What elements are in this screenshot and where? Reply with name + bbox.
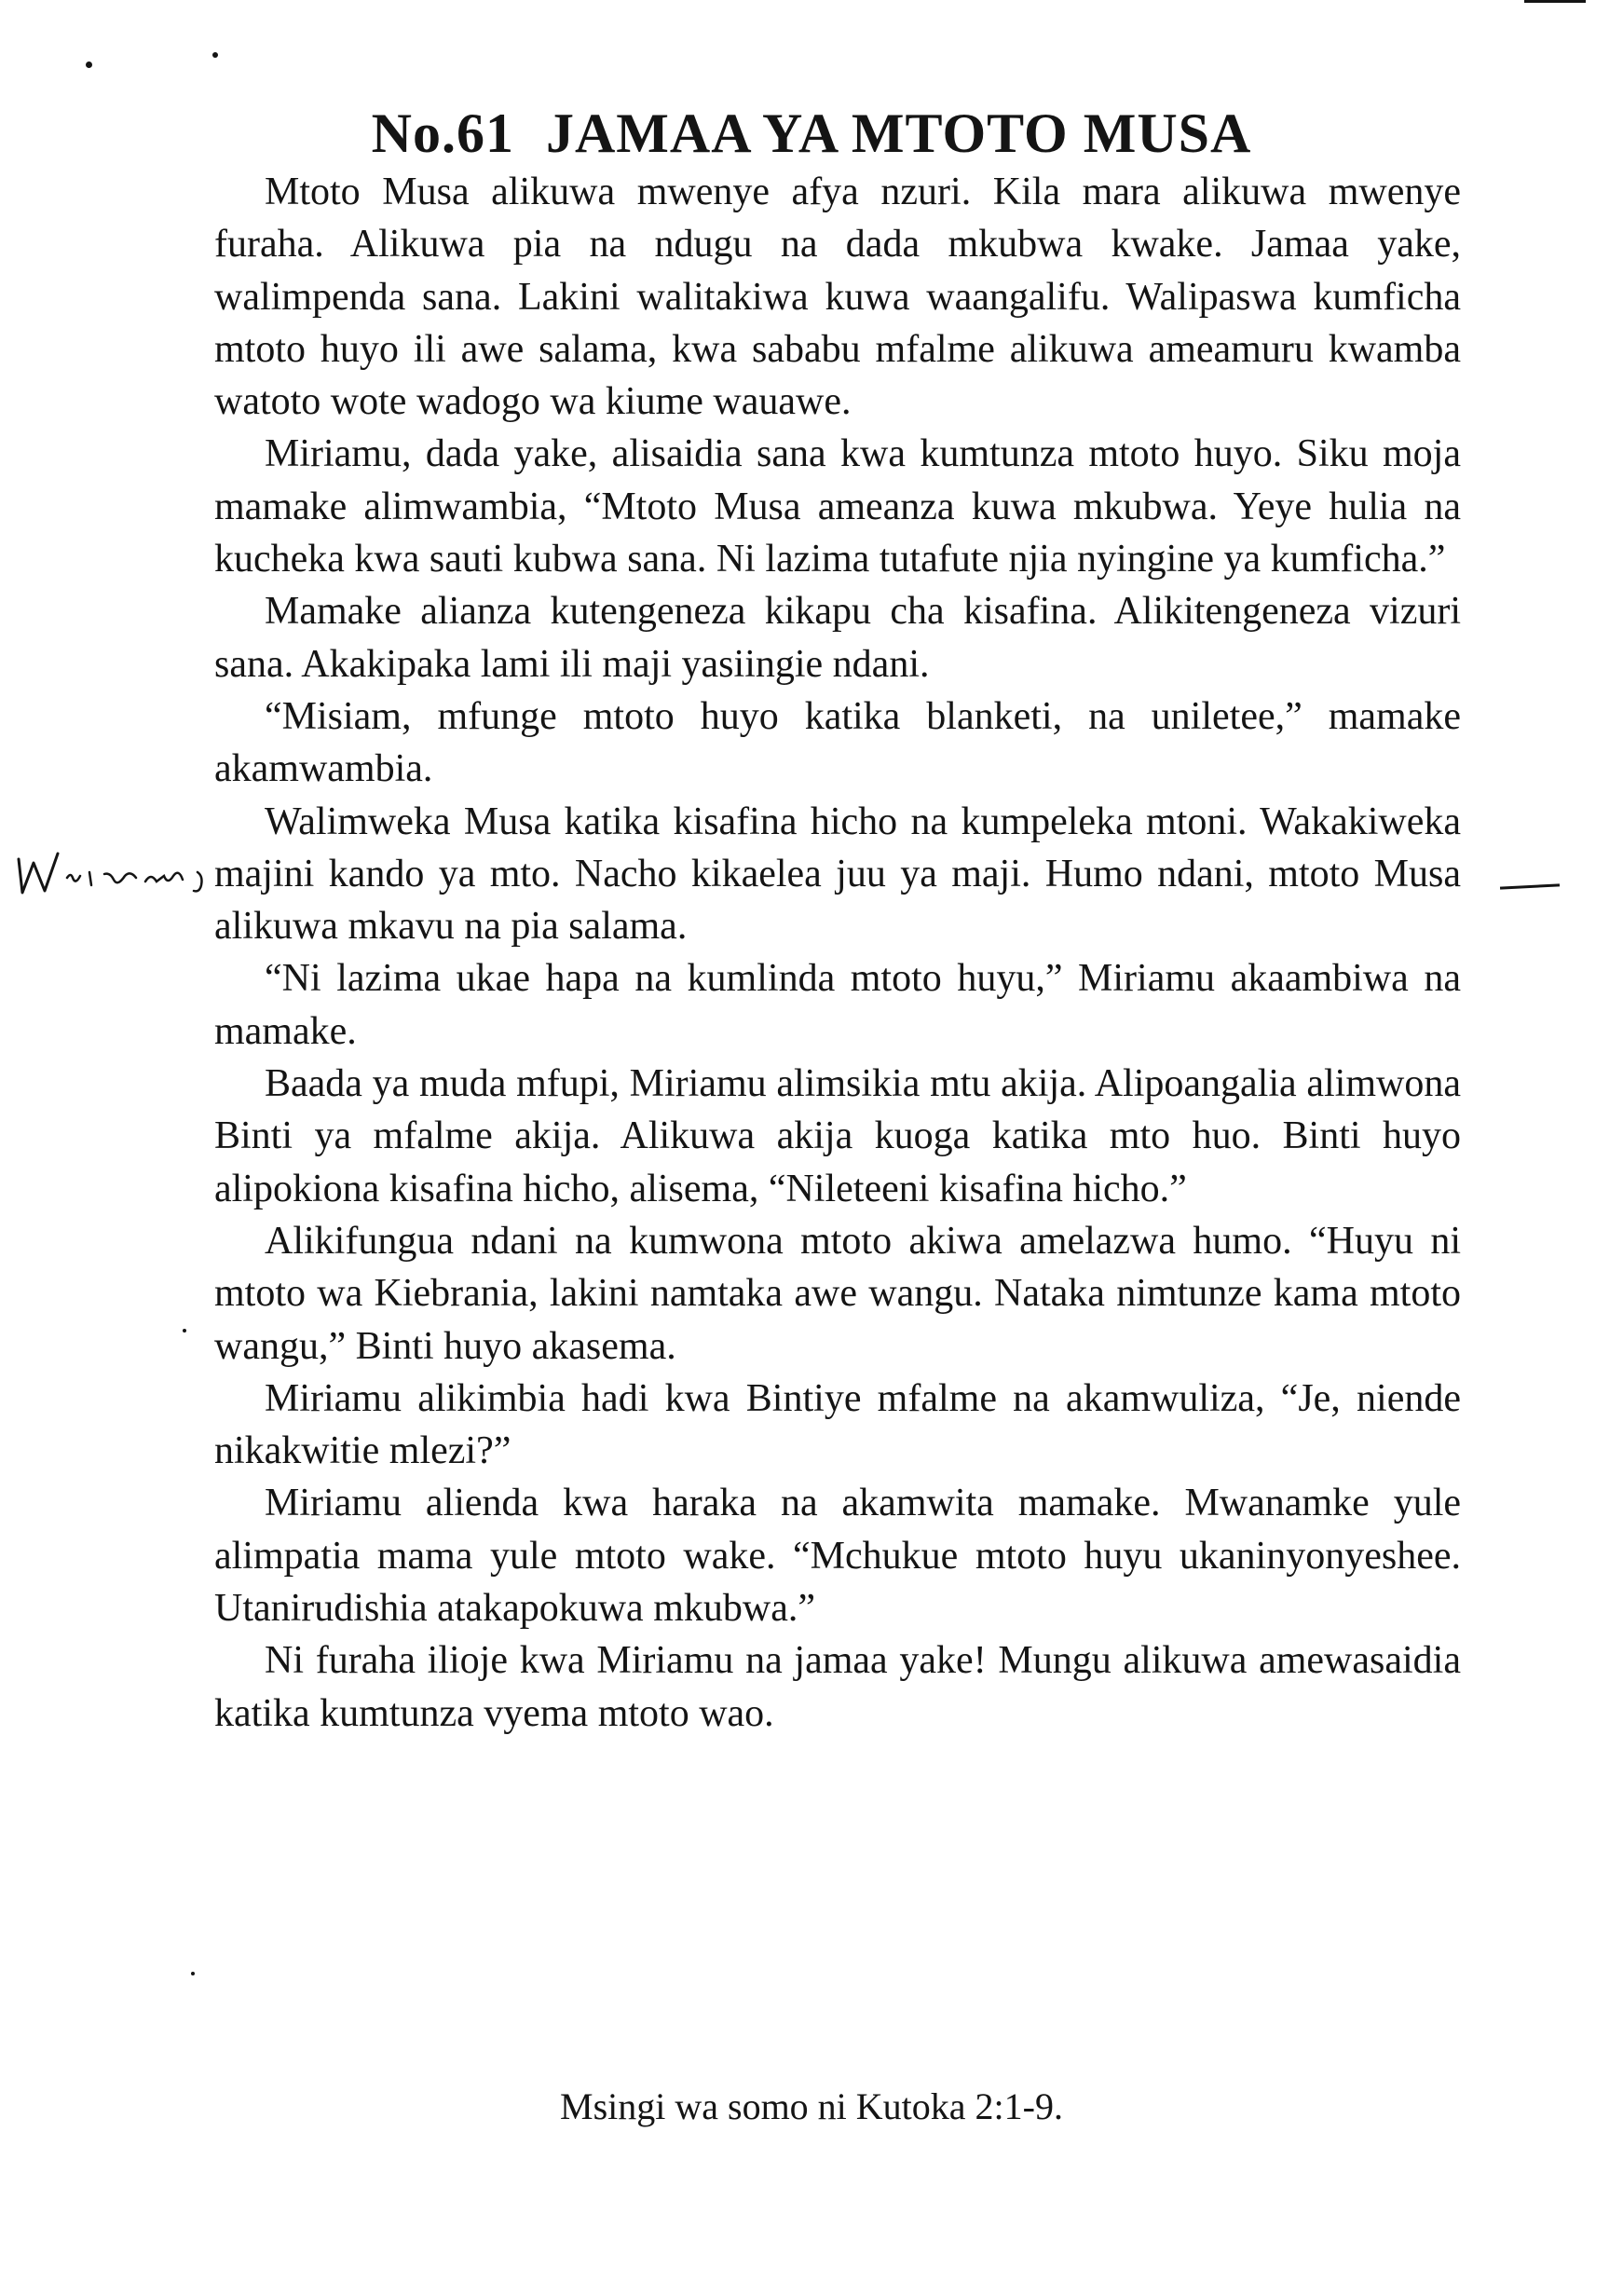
paragraph-7: Baada ya muda mfupi, Miriamu alimsikia mtu akija. Alipoangalia alimwona Binti ya mfalme akija. Alikuwa akija kuoga katika mto huo. Binti huyo alipokiona kisafina hicho, alisema, “Nileteeni kisafina hicho.”	[214, 1062, 1461, 1210]
speck-mark	[191, 1972, 195, 1975]
paragraph-4: “Misiam, mfunge mtoto huyo katika blanketi, na uniletee,” mamake akamwambia.	[214, 694, 1461, 791]
paragraph-5: Walimweka Musa katika kisafina hicho na kumpeleka mtoni. Wakakiweka majini kando ya mto. Nacho kikaelea juu ya maji. Humo ndani, mtoto Musa alikuwa mkavu na pia salama.	[214, 800, 1461, 949]
title-number: No.61	[371, 102, 514, 164]
title-text: JAMAA YA MTOTO MUSA	[545, 102, 1252, 164]
story-body	[214, 166, 1461, 1740]
scripture-reference: Msingi wa somo ni Kutoka 2:1-9.	[560, 2085, 1063, 2127]
top-edge-line	[1524, 0, 1586, 3]
speck-mark	[86, 62, 92, 68]
paragraph-6: “Ni lazima ukae hapa na kumlinda mtoto huyu,” Miriamu akaambiwa na mamake.	[214, 957, 1461, 1053]
paragraph-10: Miriamu alienda kwa haraka na akamwita mamake. Mwanamke yule alimpatia mama yule mtoto wake. “Mchukue mtoto huyu ukaninyonyeshee. Utanirudishia atakapokuwa mkubwa.”	[214, 1482, 1461, 1631]
paragraph-1: Mtoto Musa alikuwa mwenye afya nzuri. Kila mara alikuwa mwenye furaha. Alikuwa pia na ndugu na dada mkubwa kwake. Jamaa yake, walimpenda sana. Lakini walitakiwa kuwa waangalifu. Walipaswa kumficha mtoto huyo ili awe salama, kwa sababu mfalme alikuwa ameamuru kwamba watoto wote wadogo wa kiume wauawe.	[214, 171, 1461, 424]
paragraph-11: Ni furaha ilioje kwa Miriamu na jamaa yake! Mungu alikuwa amewasaidia katika kumtunza vyema mtoto wao.	[214, 1639, 1461, 1735]
page-title	[0, 101, 1623, 166]
speck-mark	[183, 1329, 186, 1332]
handwritten-margin-scribble	[15, 846, 229, 902]
margin-dash-mark	[1500, 883, 1560, 889]
paragraph-9: Miriamu alikimbia hadi kwa Bintiye mfalme na akamwuliza, “Je, niende nikakwitie mlezi?”	[214, 1376, 1461, 1473]
paragraph-2: Miriamu, dada yake, alisaidia sana kwa kumtunza mtoto huyo. Siku moja mamake alimwambia, “Mtoto Musa ameanza kuwa mkubwa. Yeye hulia na kucheka kwa sauti kubwa sana. Ni lazima tutafute njia nyingine ya kumficha.”	[214, 432, 1461, 581]
speck-mark	[212, 52, 218, 58]
paragraph-3: Mamake alianza kutengeneza kikapu cha kisafina. Alikitengeneza vizuri sana. Akakipaka lami ili maji yasiingie ndani.	[214, 590, 1461, 686]
paragraph-8: Alikifungua ndani na kumwona mtoto akiwa amelazwa humo. “Huyu ni mtoto wa Kiebrania, lakini namtaka awe wangu. Nataka nimtunze kama mtoto wangu,” Binti huyo akasema.	[214, 1219, 1461, 1368]
